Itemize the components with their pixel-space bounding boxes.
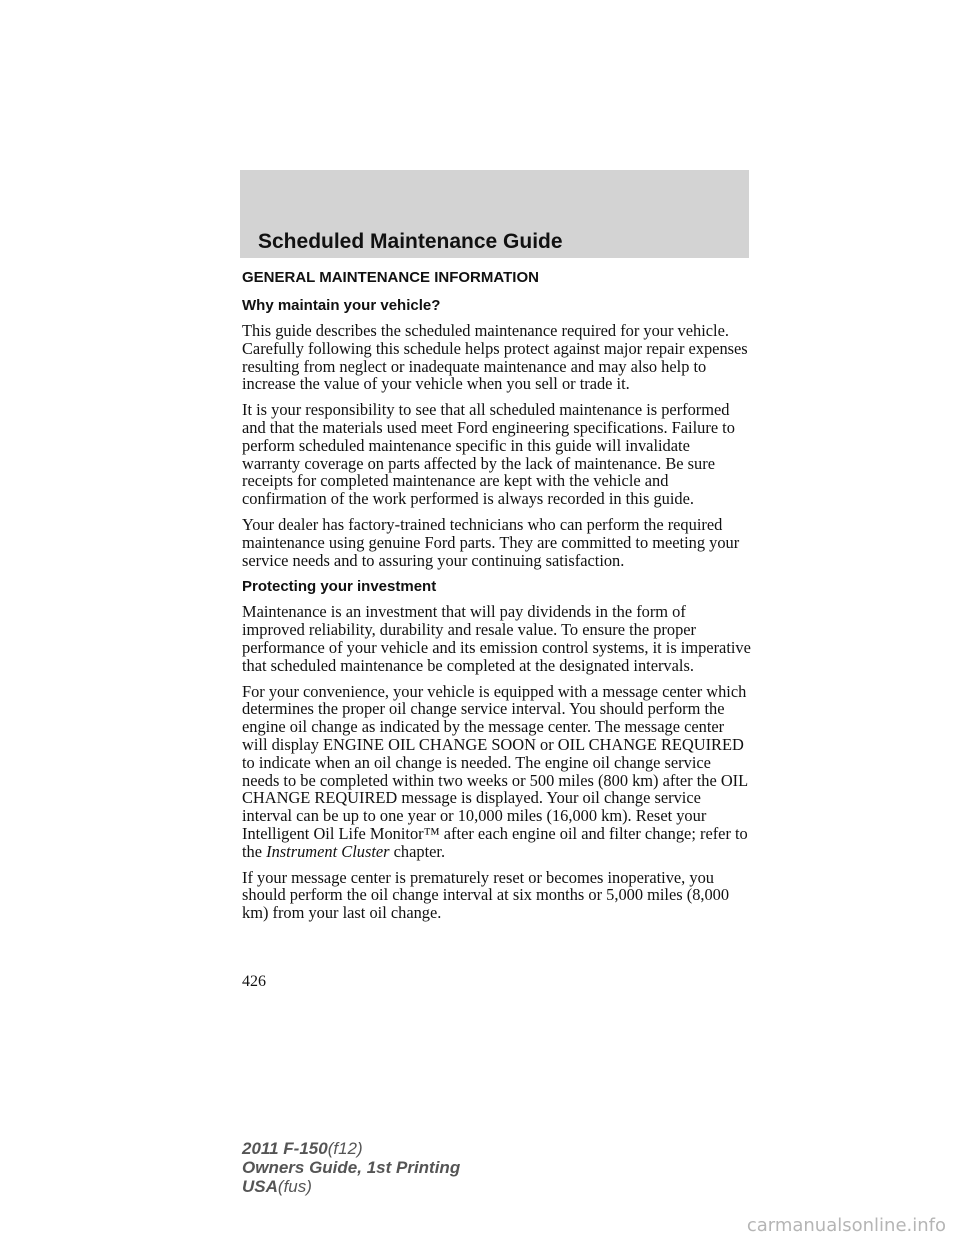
header-band	[240, 170, 749, 258]
footer-model-code: (f12)	[327, 1139, 363, 1158]
footer-printing: Owners Guide, 1st Printing	[242, 1158, 461, 1177]
footer-market-code: (fus)	[277, 1177, 312, 1196]
print-footer	[242, 1139, 460, 1196]
body-content	[242, 268, 752, 930]
footer-line-1	[242, 1139, 460, 1158]
paragraph-4: Maintenance is an investment that will pay dividends in the form of improved reliability, durability and resale value. To ensure the proper performance of your vehicle and its emission control systems, it is imperative that scheduled maintenance be completed at the designated intervals.	[242, 602, 751, 675]
paragraph-6: If your message center is prematurely reset or becomes inoperative, you should perform the oil change interval at six months or 5,000 miles (8,000 km) from your last oil change.	[242, 867, 730, 923]
page-number: 426	[242, 973, 266, 990]
footer-model: 2011 F-150	[242, 1139, 328, 1158]
paragraph-5-text: For your convenience, your vehicle is equipped with a message center which determines the proper oil change service interval. You should perform the engine oil change as indicated by the message center. The message center will display ENGINE OIL CHANGE SOON or OIL CHANGE REQUIRED to indicate when an oil change is needed. The engine oil change service needs to be completed within two weeks or 500 miles (800 km) after the OIL CHANGE REQUIRED message is displayed. Your oil change service interval can be up to one year or 10,000 miles (16,000 km). Reset your Intelligent Oil Life Monitor™ after each engine oil and filter change; refer to the	[242, 681, 748, 861]
paragraph-1: This guide describes the scheduled maintenance required for your vehicle. Carefully following this schedule helps protect against major repair expenses resulting from neglect or inadequate maintenance and may also help to increase the value of your vehicle when you sell or trade it.	[242, 321, 748, 394]
footer-line-3	[242, 1177, 460, 1196]
paragraph-2: It is your responsibility to see that all scheduled maintenance is performed and that the materials used meet Ford engineering specifications. Failure to perform scheduled maintenance specific in this guide will invalidate warranty coverage on parts affected by the lack of maintenance. Be sure receipts for completed maintenance are kept with the vehicle and confirmation of the work performed is always recorded in this guide.	[242, 400, 735, 509]
paragraph-3: Your dealer has factory-trained technicians who can perform the required maintenance using genuine Ford parts. They are committed to meeting your service needs and to assuring your continuing satisfaction.	[242, 514, 740, 570]
section-heading: GENERAL MAINTENANCE INFORMATION	[242, 269, 539, 286]
footer-line-2	[242, 1158, 460, 1177]
paragraph-5	[242, 683, 752, 861]
watermark: carmanualsonline.info	[746, 1215, 946, 1236]
footer-market: USA	[242, 1177, 278, 1196]
page-title: Scheduled Maintenance Guide	[258, 230, 563, 253]
subheading-protecting-investment: Protecting your investment	[242, 578, 437, 596]
paragraph-5-tail: chapter.	[393, 841, 446, 861]
subheading-why-maintain: Why maintain your vehicle?	[242, 297, 441, 314]
instrument-cluster-reference: Instrument Cluster	[266, 841, 390, 861]
